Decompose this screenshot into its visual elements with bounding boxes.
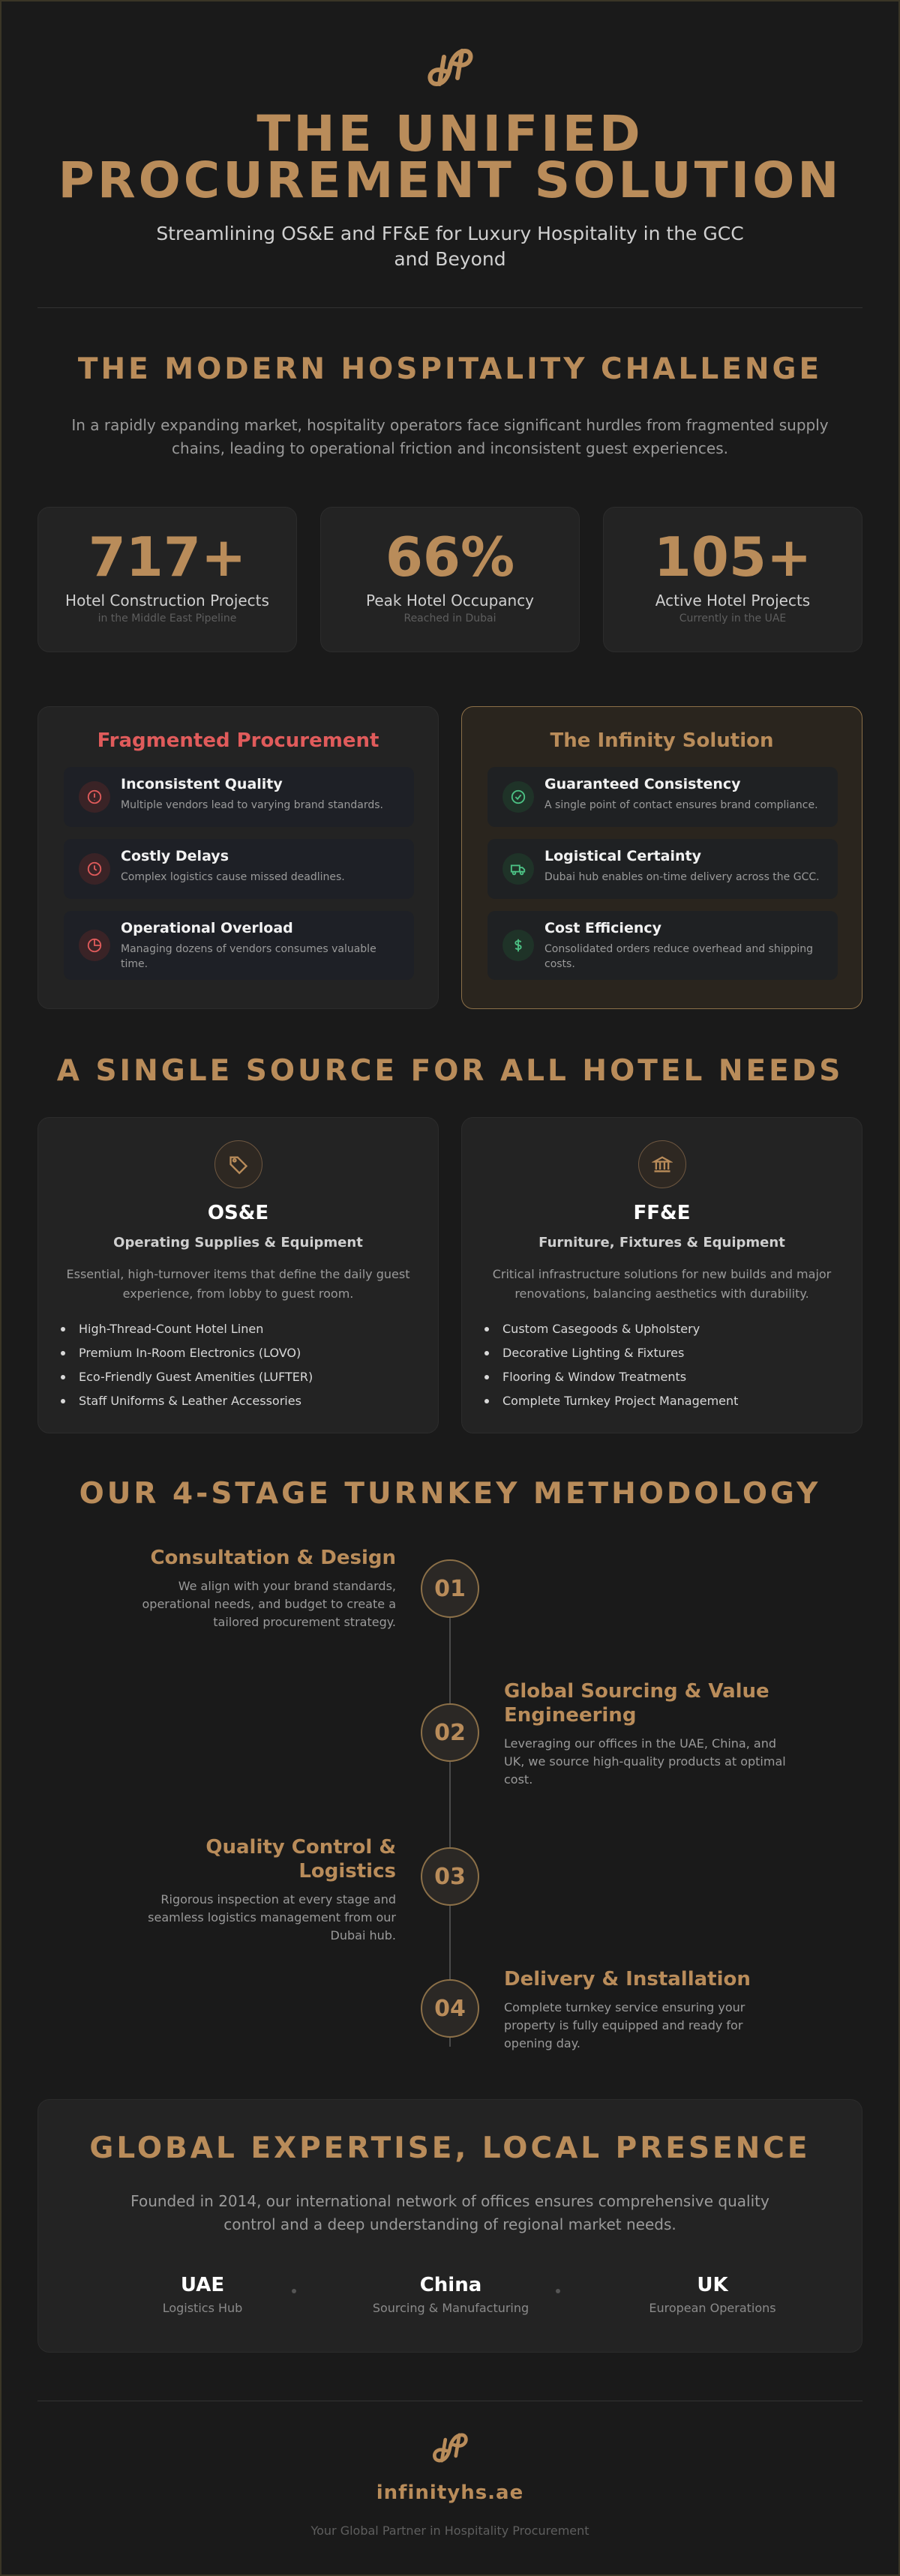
step-title: Global Sourcing & Value Engineering [504,1680,770,1727]
item-desc: Multiple vendors lead to varying brand standards. [121,799,383,811]
problem-item [64,767,414,827]
step-title: Quality Control & Logistics [206,1836,396,1883]
problem-item [64,911,414,980]
stat-card [38,507,297,652]
card-subtitle: Furniture, Fixtures & Equipment [538,1235,785,1251]
step-number-badge: 03 [421,1847,479,1906]
footer-tagline: Your Global Partner in Hospitality Procurement [310,2524,590,2538]
item-desc: A single point of contact ensures brand compliance. [544,799,818,811]
challenge-heading: THE MODERN HOSPITALITY CHALLENGE [77,352,823,386]
check-circle-icon [502,781,534,813]
timeline-step-text [504,1967,789,2053]
infinity-logo-icon [429,2429,471,2467]
list-item: Decorative Lighting & Fixtures [502,1341,839,1365]
page-subtitle: Streamlining OS&E and FF&E for Luxury Hospitality in the GCC and Beyond [156,223,744,270]
list-item: Staff Uniforms & Leather Accessories [79,1389,416,1413]
clock-icon [79,853,110,885]
panel-title: The Infinity Solution [550,729,774,752]
dollar-icon [502,930,534,961]
separator-dot [556,2289,560,2293]
item-title: Cost Efficiency [544,920,662,936]
infinity-logo-icon [423,43,477,91]
stat-value: 717+ [88,526,247,589]
fragmented-procurement-panel [38,706,439,1009]
stat-card [320,507,580,652]
item-title: Guaranteed Consistency [544,776,741,792]
stat-label: Active Hotel Projects [655,592,811,610]
solution-item [488,839,838,899]
location-name: UK [697,2274,728,2296]
solution-item [488,911,838,980]
item-title: Inconsistent Quality [121,776,283,792]
stat-sub: in the Middle East Pipeline [98,613,237,625]
timeline-step-text [111,1835,396,1945]
step-number-badge: 04 [421,1979,479,2038]
card-title: OS&E [207,1202,269,1224]
item-desc: Managing dozens of vendors consumes valuable time. [121,943,376,970]
ffe-card [461,1117,862,1433]
stat-card [603,507,862,652]
step-title: Delivery & Installation [504,1968,751,1990]
problem-item [64,839,414,899]
card-desc: Essential, high-turnover items that define the daily guest experience, from lobby to guest room. [66,1267,410,1301]
list-item: Custom Casegoods & Upholstery [502,1317,839,1341]
stat-label: Peak Hotel Occupancy [365,592,535,610]
global-lead: Founded in 2014, our international network of offices ensures comprehensive quality control and a deep understanding of regional market needs. [130,2192,770,2233]
stat-value: 66% [385,526,515,589]
card-list [502,1317,839,1413]
item-desc: Consolidated orders reduce overhead and shipping costs. [544,943,814,970]
alert-circle-icon [79,781,110,813]
list-item: High-Thread-Count Hotel Linen [79,1317,416,1341]
location-role: Sourcing & Manufacturing [372,2301,530,2315]
list-item: Eco-Friendly Guest Amenities (LUFTER) [79,1365,416,1389]
location-name: UAE [180,2274,225,2296]
pie-chart-icon [79,930,110,961]
step-number-badge: 02 [421,1703,479,1762]
global-presence-card [38,2099,862,2353]
ose-card [38,1117,439,1433]
source-heading: A SINGLE SOURCE FOR ALL HOTEL NEEDS [56,1054,844,1088]
card-list [79,1317,416,1413]
location-role: European Operations [649,2301,776,2315]
location-uae [90,2274,315,2315]
method-heading: OUR 4-STAGE TURNKEY METHODOLOGY [79,1477,821,1511]
location-china [338,2274,563,2315]
tag-icon [214,1140,262,1188]
infinity-solution-panel [461,706,862,1009]
page-title: THE UNIFIED PROCUREMENT SOLUTION [58,105,842,209]
website-link[interactable]: infinityhs.ae [376,2482,524,2504]
stat-sub: Reached in Dubai [404,613,496,625]
item-title: Logistical Certainty [544,848,701,864]
location-name: China [419,2274,482,2296]
item-title: Operational Overload [121,920,293,936]
timeline-line [449,1589,451,2047]
step-desc: Complete turnkey service ensuring your property is fully equipped and ready for opening day. [504,2000,746,2050]
card-desc: Critical infrastructure solutions for new builds and major renovations, balancing aesthetics with durability. [492,1267,832,1301]
timeline-step-text [504,1679,789,1789]
list-item: Premium In-Room Electronics (LOVO) [79,1341,416,1365]
challenge-lead: In a rapidly expanding market, hospitality operators face significant hurdles from fragmented supply chains, leading to operational friction and inconsistent guest experiences. [71,416,829,457]
item-title: Costly Delays [121,848,230,864]
step-number-badge: 01 [421,1559,479,1618]
list-item: Complete Turnkey Project Management [502,1389,839,1413]
stat-sub: Currently in the UAE [679,613,787,625]
stat-value: 105+ [653,526,812,589]
timeline-step-text [111,1546,396,1631]
step-desc: Rigorous inspection at every stage and seamless logistics management from our Dubai hub. [148,1892,396,1942]
item-desc: Dubai hub enables on-time delivery across the GCC. [544,871,820,883]
card-title: FF&E [633,1202,691,1224]
separator-dot [292,2289,296,2293]
step-title: Consultation & Design [150,1547,396,1569]
divider [38,307,862,308]
location-role: Logistics Hub [162,2301,243,2315]
step-desc: We align with your brand standards, operational needs, and budget to create a tailored procurement strategy. [142,1579,396,1629]
global-heading: GLOBAL EXPERTISE, LOCAL PRESENCE [89,2131,811,2165]
panel-title: Fragmented Procurement [97,729,380,752]
location-uk [600,2274,825,2315]
solution-item [488,767,838,827]
item-desc: Complex logistics cause missed deadlines. [121,871,345,883]
card-subtitle: Operating Supplies & Equipment [113,1235,363,1251]
bank-icon [638,1140,686,1188]
stat-label: Hotel Construction Projects [65,592,269,610]
step-desc: Leveraging our offices in the UAE, China, and UK, we source high-quality products at optimal cost. [504,1736,786,1787]
truck-icon [502,853,534,885]
list-item: Flooring & Window Treatments [502,1365,839,1389]
